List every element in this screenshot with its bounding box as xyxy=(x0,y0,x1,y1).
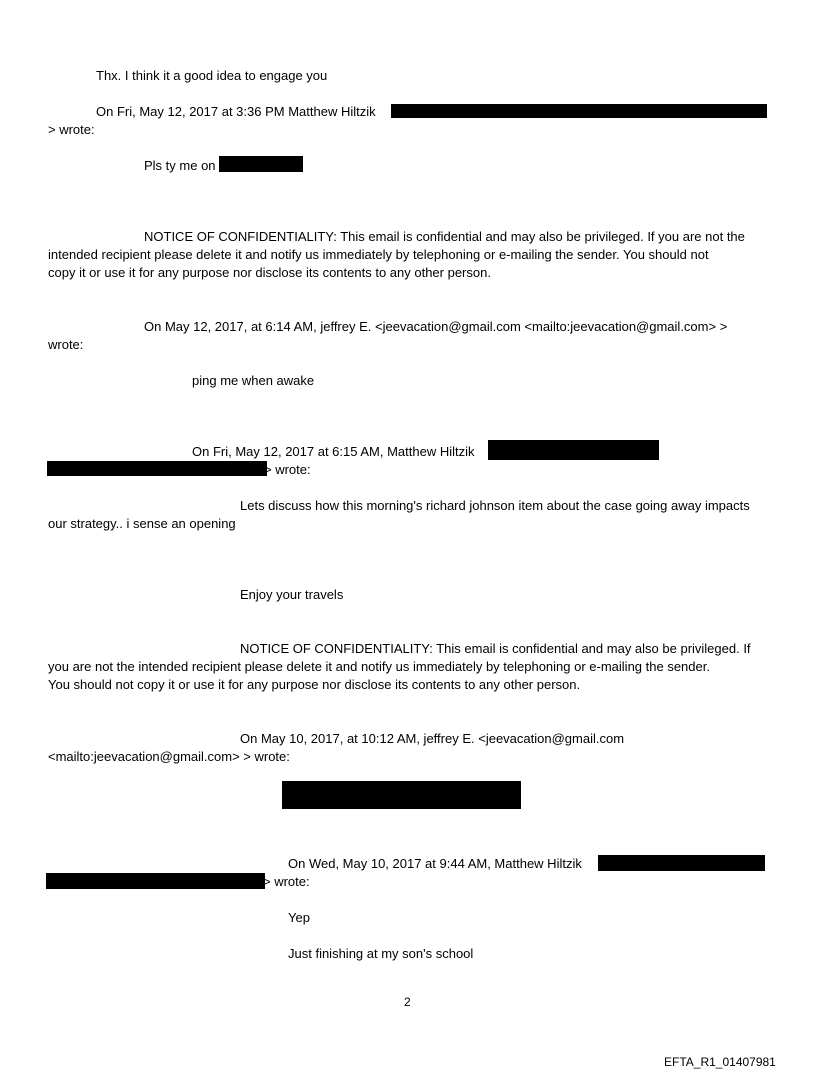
confidentiality-notice: you are not the intended recipient please delete it and notify us immediately by telephoning or e-mailing the sender. xyxy=(48,659,710,674)
document-id: EFTA_R1_01407981 xyxy=(664,1055,776,1069)
confidentiality-notice: You should not copy it or use it for any purpose nor disclose its contents to any other person. xyxy=(48,677,581,692)
quote-header-wrote: > wrote: xyxy=(48,122,95,137)
confidentiality-notice: NOTICE OF CONFIDENTIALITY: This email is confidential and may also be privileged. If you are not the xyxy=(144,229,745,244)
confidentiality-notice: NOTICE OF CONFIDENTIALITY: This email is confidential and may also be privileged. If xyxy=(240,641,751,656)
quote-header-wrote: > wrote: xyxy=(264,462,311,477)
message-line: ping me when awake xyxy=(192,373,315,388)
quote-header: On Fri, May 12, 2017 at 6:15 AM, Matthew Hiltzik xyxy=(192,444,475,459)
quote-header-wrote: > wrote: xyxy=(263,874,310,889)
message-line: our strategy.. i sense an opening xyxy=(48,516,236,531)
message-line: Lets discuss how this morning's richard johnson item about the case going away impacts xyxy=(240,498,750,513)
confidentiality-notice: copy it or use it for any purpose nor disclose its contents to any other person. xyxy=(48,265,491,280)
message-line: Enjoy your travels xyxy=(240,587,344,602)
message-line: Just finishing at my son's school xyxy=(288,946,474,961)
message-line: Yep xyxy=(288,910,310,925)
redaction-bar xyxy=(47,461,267,476)
quote-header: On May 10, 2017, at 10:12 AM, jeffrey E. <jeevacation@gmail.com xyxy=(240,731,625,746)
reply-line: Thx. I think it a good idea to engage you xyxy=(96,68,328,83)
redaction-bar xyxy=(282,781,521,809)
quote-header: On May 12, 2017, at 6:14 AM, jeffrey E. <jeevacation@gmail.com <mailto:jeevacation@gmail.com> > xyxy=(144,319,728,334)
quote-header: On Wed, May 10, 2017 at 9:44 AM, Matthew Hiltzik xyxy=(288,856,582,871)
confidentiality-notice: intended recipient please delete it and notify us immediately by telephoning or e-mailing the sender. You should not xyxy=(48,247,709,262)
redaction-bar xyxy=(598,855,765,871)
redaction-bar xyxy=(488,440,659,460)
quote-header: On Fri, May 12, 2017 at 3:36 PM Matthew Hiltzik xyxy=(96,104,376,119)
redaction-bar xyxy=(219,156,303,172)
quote-header-wrote: <mailto:jeevacation@gmail.com> > wrote: xyxy=(48,749,290,764)
redaction-bar xyxy=(391,104,767,118)
message-line: Pls ty me on xyxy=(144,158,216,173)
page-number: 2 xyxy=(404,995,411,1009)
quote-header-wrote: wrote: xyxy=(48,337,84,352)
redaction-bar xyxy=(46,873,265,889)
